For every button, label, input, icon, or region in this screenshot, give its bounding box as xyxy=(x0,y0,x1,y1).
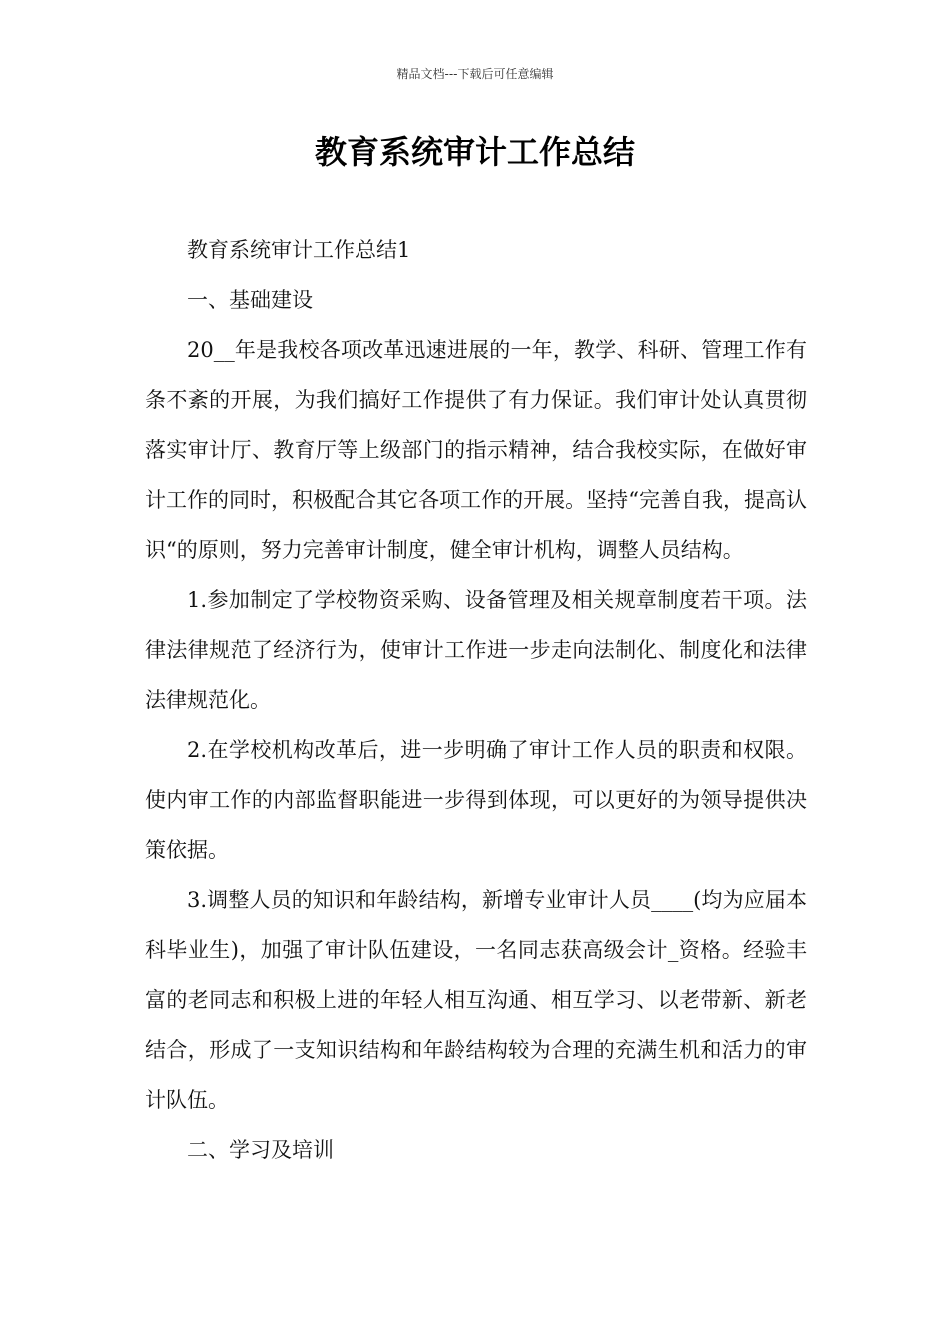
document-title: 教育系统审计工作总结 xyxy=(314,133,635,171)
list-item-3: 3.调整人员的知识和年龄结构，新增专业审计人员____(均为应届本科毕业生)，加强了审计队伍建设，一名同志获高级会计_资格。经验丰富的老同志和积极上进的年轻人相互沟通、相互学习、以老带新、新老结合，形成了一支知识结构和年龄结构较为合理的充满生机和活力的审计队伍。 xyxy=(145,888,807,1112)
body-paragraph: 20__年是我校各项改革迅速进展的一年，教学、科研、管理工作有条不紊的开展，为我们搞好工作提供了有力保证。我们审计处认真贯彻落实审计厅、教育厅等上级部门的指示精神，结合我校实际，在做好审计工作的同时，积极配合其它各项工作的开展。坚持“完善自我，提高认识“的原则，努力完善审计制度，健全审计机构，调整人员结构。 xyxy=(145,338,807,562)
section-subtitle: 教育系统审计工作总结1 xyxy=(187,238,411,262)
list-item-1: 1.参加制定了学校物资采购、设备管理及相关规章制度若干项。法律法律规范了经济行为，使审计工作进一步走向法制化、制度化和法律法律规范化。 xyxy=(145,588,807,712)
section-heading-study-training: 二、学习及培训 xyxy=(187,1138,334,1162)
list-item-2: 2.在学校机构改革后，进一步明确了审计工作人员的职责和权限。使内审工作的内部监督职能进一步得到体现，可以更好的为领导提供决策依据。 xyxy=(145,738,807,862)
page-header: 精品文档---下载后可任意编辑 xyxy=(396,67,554,81)
document-body xyxy=(145,225,807,1175)
section-heading-basic-construction: 一、基础建设 xyxy=(187,288,313,312)
